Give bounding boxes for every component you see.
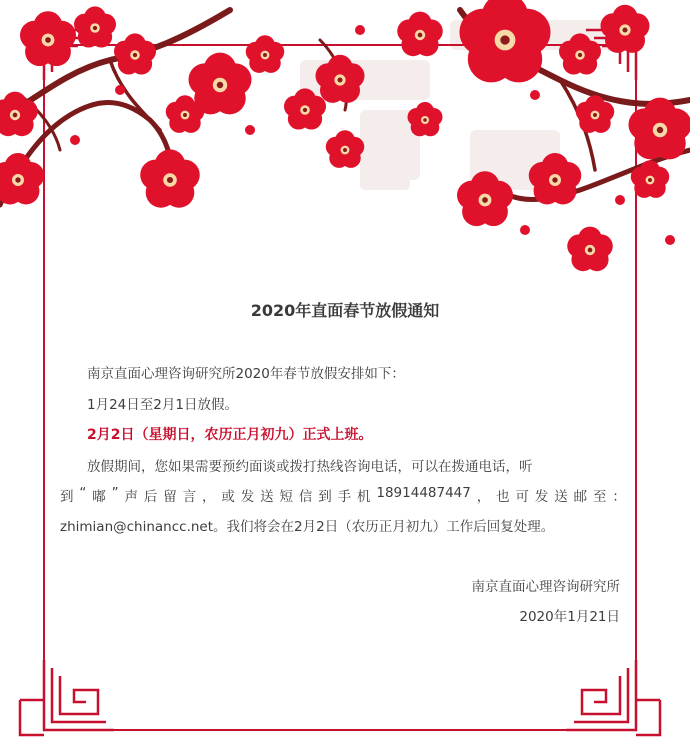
plum-blossom-branches: [0, 0, 690, 300]
signature-organization: 南京直面心理咨询研究所: [471, 579, 620, 595]
contact-line-1: 放假期间，您如果需要预约面谈或拨打热线咨询电话，可以在拨通电话，听: [87, 459, 533, 475]
contact-line-2: 到 “ 嘟 ” 声 后 留 言 ， 或 发 送 短 信 到 手 机 18914487447 ， 也 可 发 送 邮 至 ：: [60, 485, 626, 505]
fretwork-corner-icon: [20, 660, 114, 735]
contact-line-3: zhimian@chinancc.net。我们将会在2月2日（农历正月初九）工作后回复处理。: [60, 519, 555, 535]
intro-paragraph: 南京直面心理咨询研究所2020年春节放假安排如下：: [87, 366, 405, 382]
notice-title: 2020年直面春节放假通知: [250, 301, 440, 320]
fretwork-corner-icon: [566, 660, 660, 735]
phone-number: 18914487447: [376, 485, 471, 501]
signature-date: 2020年1月21日: [519, 609, 620, 625]
holiday-period: 1月24日至2月1日放假。: [87, 397, 238, 413]
return-to-work-highlight: 2月2日（星期日，农历正月初九）正式上班。: [87, 427, 373, 443]
